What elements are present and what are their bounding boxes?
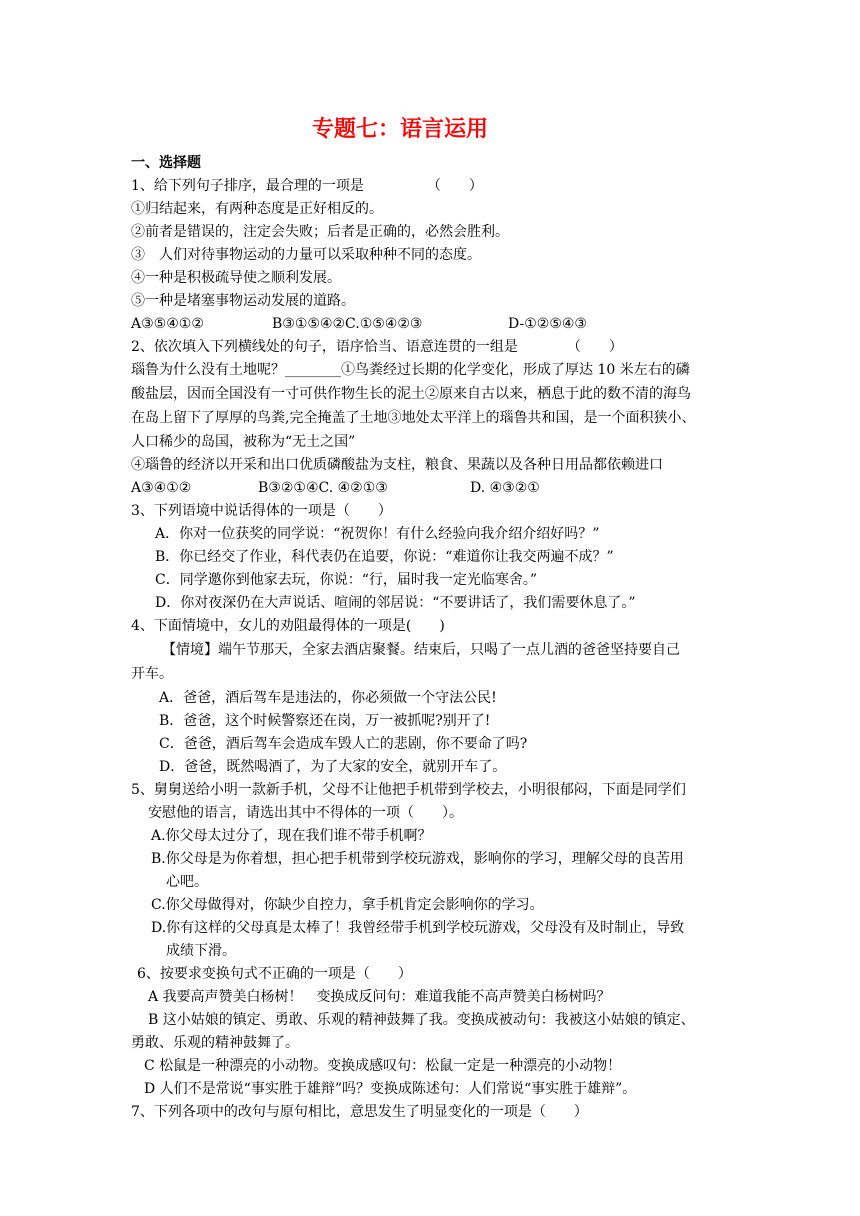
page-title: 专题七：语言运用 <box>311 117 488 142</box>
q5-option-d-line-1: D.你有这样的父母真是太棒了！我曾经带手机到学校玩游戏，父母没有及时制止，导致 <box>151 920 685 936</box>
q5-option-b-line-2: 心吧。 <box>166 874 208 890</box>
q1-stem: 1、给下列句子排序，最合理的一项是 （ ） <box>131 178 483 194</box>
q2-passage-line-5: ④瑙鲁的经济以开采和出口优质磷酸盐为支柱，粮食、果蔬以及各种日用品都依赖进口 <box>131 457 663 473</box>
q6-option-c: C 松鼠是一种漂亮的小动物。变换成感叹句：松鼠一定是一种漂亮的小动物！ <box>144 1058 622 1074</box>
q4-context-line-2: 开车。 <box>131 666 173 682</box>
q2-option-d: D. ④③②① <box>470 480 540 496</box>
q6-option-d: D 人们不是常说“事实胜于雄辩”吗？变换成陈述句：人们常说“事实胜于雄辩”。 <box>144 1081 637 1097</box>
q2-passage-line-1: 瑙鲁为什么没有土地呢？________①鸟粪经过长期的化学变化，形成了厚达 10 米左右的磷 <box>131 362 690 378</box>
q1-option-bc: B③①⑤④②C.①⑤④②③ <box>272 316 423 332</box>
q3-option-a: A．你对一位获奖的同学说：“祝贺你！有什么经验向我介绍介绍好吗？” <box>155 526 600 542</box>
q2-stem: 2、依次填入下列横线处的句子，语序恰当、语意连贯的一组是 （ ） <box>131 339 623 355</box>
q4-stem: 4、下面情境中，女儿的劝阻最得体的一项是( ) <box>131 618 445 634</box>
q3-option-b: B．你已经交了作业，科代表仍在追要，你说：“难道你让我交两遍不成？” <box>155 549 614 565</box>
q7-stem: 7、下列各项中的改句与原句相比，意思发生了明显变化的一项是（ ） <box>131 1104 588 1120</box>
q6-stem: 6、按要求变换句式不正确的一项是（ ） <box>137 966 412 982</box>
q4-option-d: D．爸爸，既然喝酒了，为了大家的安全，就别开车了。 <box>159 759 507 775</box>
q1-option-a: A③⑤④①② <box>131 316 204 332</box>
q4-option-b: B．爸爸，这个时候警察还在岗，万一被抓呢?别开了! <box>159 713 491 729</box>
q2-option-bc: B③②①④C. ④②①③ <box>258 480 388 496</box>
q1-sentence-4: ④一种是积极疏导使之顺利发展。 <box>131 270 341 286</box>
q6-option-b-line-2: 勇敢、乐观的精神鼓舞了。 <box>131 1035 299 1051</box>
q2-option-a: A③④①② <box>131 480 192 496</box>
section-heading: 一、选择题 <box>131 155 201 171</box>
q6-option-b-line-1: B 这小姑娘的镇定、勇敢、乐观的精神鼓舞了我。变换成被动句：我被这小姑娘的镇定、 <box>148 1012 695 1028</box>
q1-sentence-2: ②前者是错误的，注定会失败；后者是正确的，必然会胜利。 <box>131 224 509 240</box>
q5-stem-line-1: 5、舅舅送给小明一款新手机，父母不让他把手机带到学校去，小明很郁闷，下面是同学们 <box>131 782 686 798</box>
q5-option-b-line-1: B.你父母是为你着想，担心把手机带到学校玩游戏，影响你的学习，理解父母的良苦用 <box>151 851 684 867</box>
q1-sentence-5: ⑤一种是堵塞事物运动发展的道路。 <box>131 293 355 309</box>
q1-option-d: D-①②⑤④③ <box>508 316 587 332</box>
q1-sentence-3: ③ 人们对待事物运动的力量可以采取种种不同的态度。 <box>131 247 481 263</box>
q3-option-d: D．你对夜深仍在大声说话、喧闹的邻居说：“不要讲话了，我们需要休息了。” <box>155 595 636 611</box>
q5-stem-line-2: 安慰他的语言，请选出其中不得体的一项（ ）。 <box>148 805 463 821</box>
q6-option-a: A 我要高声赞美白杨树！ 变换成反问句：难道我能不高声赞美白杨树吗？ <box>148 989 611 1005</box>
q3-stem: 3、下列语境中说话得体的一项是（ ） <box>131 503 392 519</box>
q5-option-c: C.你父母做得对，你缺少自控力，拿手机肯定会影响你的学习。 <box>151 897 544 913</box>
q5-option-a: A.你父母太过分了，现在我们谁不带手机啊？ <box>151 828 432 844</box>
q3-option-c: C．同学邀你到他家去玩，你说：“行，届时我一定光临寒舍。” <box>155 572 538 588</box>
q4-option-a: A．爸爸，酒后驾车是违法的，你必须做一个守法公民! <box>159 690 497 706</box>
q4-option-c: C．爸爸，酒后驾车会造成车毁人亡的悲剧，你不要命了吗? <box>159 736 528 752</box>
q1-sentence-1: ①归结起来，有两种态度是正好相反的。 <box>131 201 383 217</box>
q5-option-d-line-2: 成绩下滑。 <box>166 943 236 959</box>
q2-passage-line-3: 在岛上留下了厚厚的鸟粪,完全掩盖了土地③地处太平洋上的瑙鲁共和国，是一个面积狭小、 <box>131 410 696 426</box>
q2-passage-line-2: 酸盐层，因而全国没有一寸可供作物生长的泥土②原来自古以来，栖息于此的数不清的海鸟 <box>131 386 691 402</box>
q4-context-line-1: 【情境】端午节那天，全家去酒店聚餐。结束后，只喝了一点儿酒的爸爸坚持要自己 <box>162 642 680 658</box>
q2-passage-line-4: 人口稀少的岛国，被称为“无土之国” <box>131 434 356 450</box>
